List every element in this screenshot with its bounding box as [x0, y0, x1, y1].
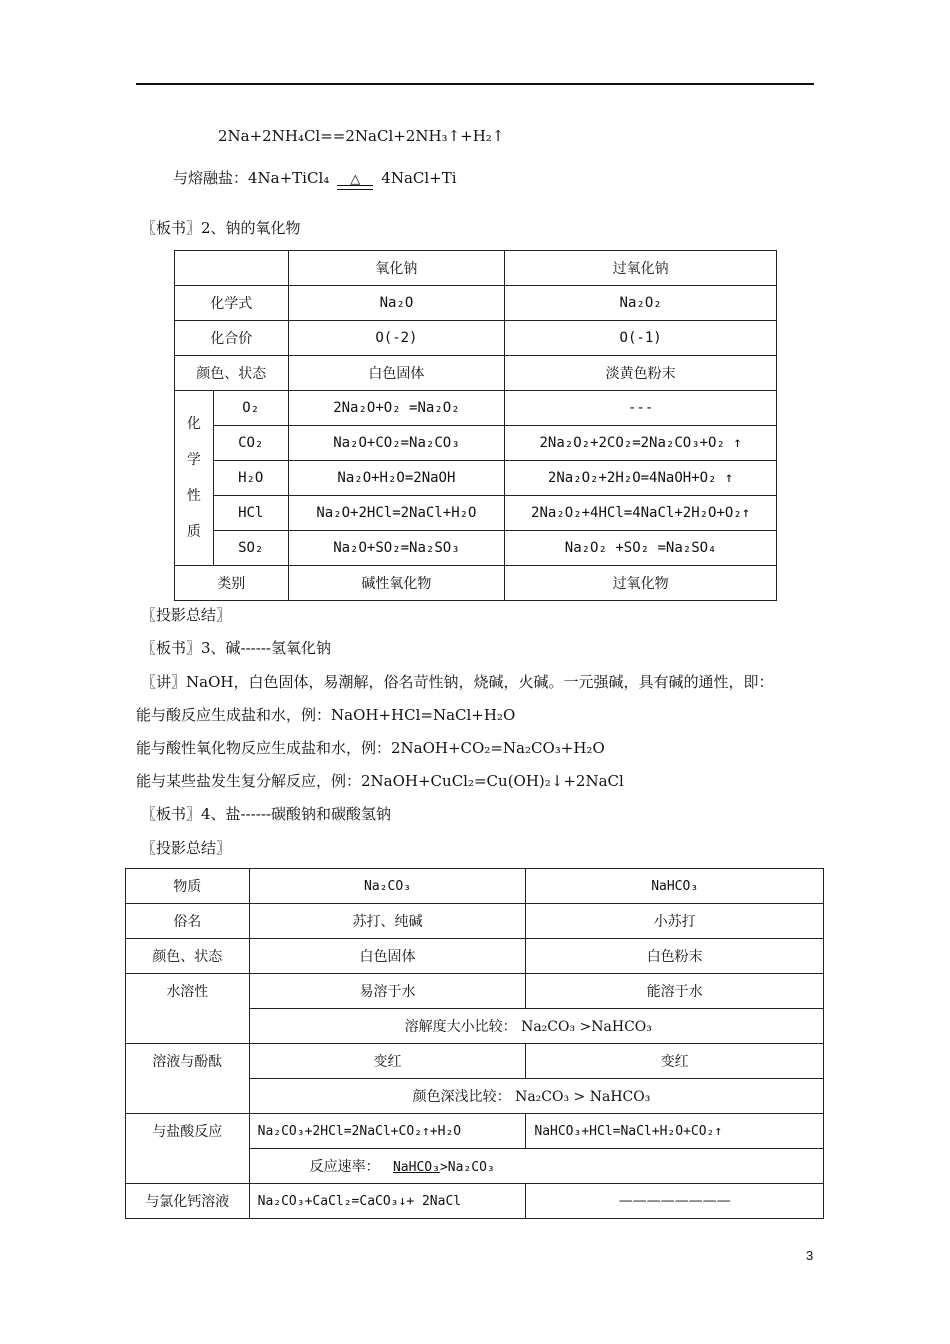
rate-faster: NaHCO₃ [392, 1160, 440, 1175]
table-row [175, 286, 777, 321]
paragraph-acidic-oxide: 能与酸性氧化物反应生成盐和水，例：2NaOH+CO₂=Na₂CO₃+H₂O [136, 739, 605, 757]
reaction-rate-comparison [249, 1149, 823, 1184]
equation-nh4cl: 2Na+2NH₄Cl==2NaCl+2NH₃↑+H₂↑ [218, 127, 505, 145]
table-cell: 白色粉末 [526, 939, 824, 974]
table-cell: 2Na₂O+O₂ =Na₂O₂ [288, 391, 505, 426]
table-cell: Na₂O₂ +SO₂ =Na₂SO₄ [505, 531, 777, 566]
carbonate-table [125, 868, 824, 1219]
label-char: 性 [186, 488, 201, 504]
color-depth-comparison: 颜色深浅比较： Na₂CO₃ > NaHCO₃ [249, 1079, 823, 1114]
row-label: 俗名 [126, 904, 250, 939]
table-row [126, 939, 824, 974]
projection-summary-2: 〖投影总结〗 [141, 839, 232, 857]
table-cell: --- [505, 391, 777, 426]
table-cell: NaHCO₃+HCl=NaCl+H₂O+CO₂↑ [526, 1114, 824, 1149]
sodium-oxide-table [174, 250, 777, 601]
table-row [126, 1114, 824, 1149]
header-rule [136, 83, 814, 85]
table-cell: ———————— [526, 1184, 824, 1219]
table-cell: 淡黄色粉末 [505, 356, 777, 391]
row-label: 与氯化钙溶液 [126, 1184, 250, 1219]
row-label: 与盐酸反应 [126, 1114, 250, 1184]
table-cell: 易溶于水 [249, 974, 526, 1009]
paragraph-acid: 能与酸反应生成盐和水，例：NaOH+HCl=NaCl+H₂O [136, 706, 516, 724]
label-char: 质 [186, 524, 201, 540]
table-header: Na₂CO₃ [249, 869, 526, 904]
heading-sodium-oxides: 〖板书〗2、钠的氧化物 [141, 219, 301, 237]
table-row [126, 1044, 824, 1079]
row-label: 物质 [126, 869, 250, 904]
equation-molten-salt-right: 4NaCl+Ti [381, 169, 457, 187]
table-row [175, 356, 777, 391]
label-char: 化 [186, 416, 201, 432]
table-cell: Na₂O+H₂O=2NaOH [288, 461, 505, 496]
reactant-cell: O₂ [213, 391, 288, 426]
table-cell: 变红 [249, 1044, 526, 1079]
row-label: 类别 [175, 566, 289, 601]
table-cell: Na₂CO₃+CaCl₂=CaCO₃↓+ 2NaCl [249, 1184, 526, 1219]
row-label: 溶液与酚酞 [126, 1044, 250, 1114]
reactant-cell: HCl [213, 496, 288, 531]
table-cell: Na₂O+CO₂=Na₂CO₃ [288, 426, 505, 461]
table-header: NaHCO₃ [526, 869, 824, 904]
reactant-cell: CO₂ [213, 426, 288, 461]
table-row [175, 426, 777, 461]
table-cell: 过氧化物 [505, 566, 777, 601]
table-row [126, 974, 824, 1009]
table-cell: 白色固体 [288, 356, 505, 391]
heading-sodium-hydroxide: 〖板书〗3、碱------氢氧化钠 [141, 639, 331, 657]
table-cell [175, 251, 289, 286]
equation-molten-salt-left: 与熔融盐：4Na+TiCl₄ [173, 169, 330, 187]
rate-label: 反应速率： [309, 1159, 380, 1175]
heat-condition-mark [337, 173, 373, 190]
table-row [175, 566, 777, 601]
table-row [126, 904, 824, 939]
lecture-naoh: 〖讲〗NaOH，白色固体，易潮解，俗名苛性钠，烧碱，火碱。一元强碱，具有碱的通性，即： [141, 673, 774, 691]
heading-carbonates: 〖板书〗4、盐------碳酸钠和碳酸氢钠 [141, 805, 391, 823]
table-cell: 2Na₂O₂+2H₂O=4NaOH+O₂ ↑ [505, 461, 777, 496]
table-cell: 碱性氧化物 [288, 566, 505, 601]
table-cell: Na₂O₂ [505, 286, 777, 321]
reactant-cell: H₂O [213, 461, 288, 496]
table-cell: 2Na₂O₂+4HCl=4NaCl+2H₂O+O₂↑ [505, 496, 777, 531]
table-cell: Na₂O [288, 286, 505, 321]
table-row [175, 496, 777, 531]
table-cell: Na₂CO₃+2HCl=2NaCl+CO₂↑+H₂O [249, 1114, 526, 1149]
heat-symbol: △ [350, 172, 361, 187]
solubility-comparison: 溶解度大小比较： Na₂CO₃ >NaHCO₃ [249, 1009, 823, 1044]
row-label: 颜色、状态 [126, 939, 250, 974]
reactant-cell: SO₂ [213, 531, 288, 566]
table-cell: 能溶于水 [526, 974, 824, 1009]
table-row [175, 321, 777, 356]
table-row [175, 461, 777, 496]
rate-slower: >Na₂CO₃ [439, 1160, 495, 1175]
table-row [126, 1184, 824, 1219]
table-cell: Na₂O+SO₂=Na₂SO₃ [288, 531, 505, 566]
table-cell: 2Na₂O₂+2CO₂=2Na₂CO₃+O₂ ↑ [505, 426, 777, 461]
row-label: 化合价 [175, 321, 289, 356]
table-header: 过氧化钠 [505, 251, 777, 286]
table-row [126, 869, 824, 904]
table-row [175, 391, 777, 426]
table-cell: O(-1) [505, 321, 777, 356]
paragraph-salt: 能与某些盐发生复分解反应，例：2NaOH+CuCl₂=Cu(OH)₂↓+2NaCl [136, 772, 624, 790]
table-cell: Na₂O+2HCl=2NaCl+H₂O [288, 496, 505, 531]
table-cell: 苏打、纯碱 [249, 904, 526, 939]
label-char: 学 [186, 452, 201, 468]
chemical-properties-label [175, 391, 214, 566]
row-label: 化学式 [175, 286, 289, 321]
projection-summary-1: 〖投影总结〗 [141, 606, 232, 624]
table-cell: 白色固体 [249, 939, 526, 974]
table-cell: O(-2) [288, 321, 505, 356]
page-number: 3 [806, 1248, 814, 1263]
equation-molten-salt [173, 168, 457, 190]
row-label: 颜色、状态 [175, 356, 289, 391]
table-row [175, 251, 777, 286]
table-row [175, 531, 777, 566]
table-cell: 小苏打 [526, 904, 824, 939]
row-label: 水溶性 [126, 974, 250, 1044]
table-header: 氧化钠 [288, 251, 505, 286]
table-cell: 变红 [526, 1044, 824, 1079]
